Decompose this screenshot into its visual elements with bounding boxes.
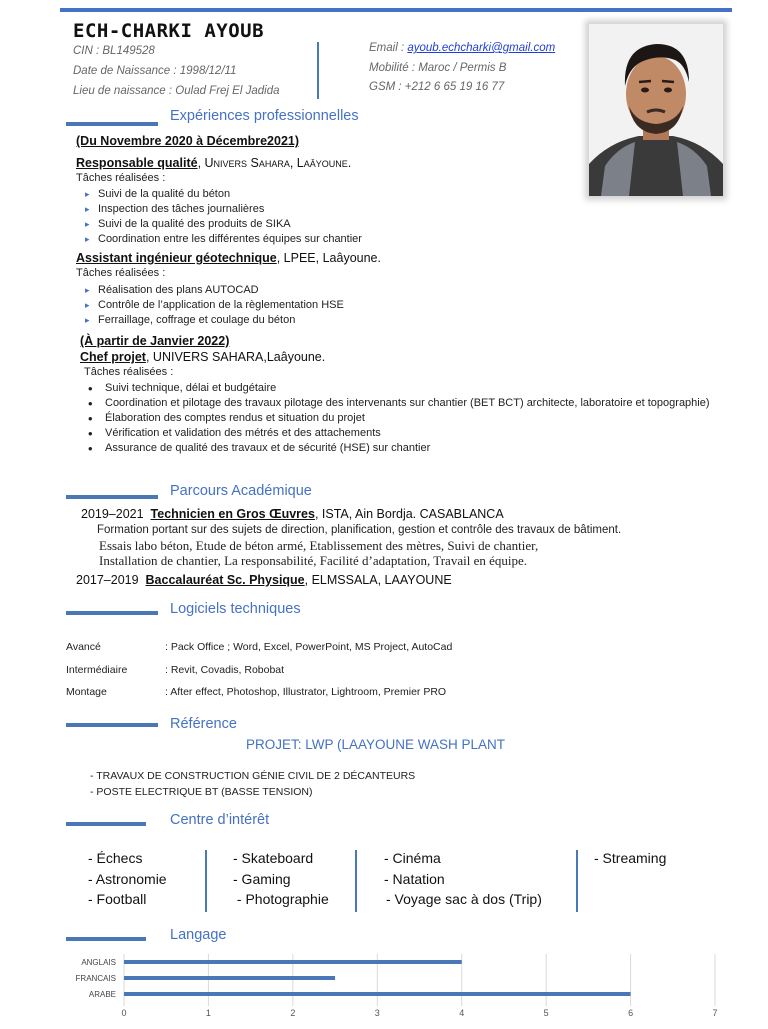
interest-item: - Photographie [233,891,329,907]
candidate-name: ECH-CHARKI AYOUB [73,20,265,42]
interest-item: - Football [88,891,147,907]
interest-item: - Astronomie [88,871,167,887]
email-label: Email : [369,42,408,54]
interest-item: - Échecs [88,850,143,866]
job-3-org: , UNIVERS SAHARA,Laâyoune. [145,350,326,364]
section-bar [66,611,158,615]
tick-label: 7 [712,1008,718,1018]
category-label: FRANCAIS [75,974,116,983]
list-item: • Suivi technique, délai et budgétaire [80,381,710,396]
column-divider [355,850,357,912]
interest-item: - Natation [384,871,445,887]
section-bar [66,122,158,126]
interest-item: - Gaming [233,871,291,887]
birth-date: Date de Naissance : 1998/12/11 [73,65,237,77]
list-item: ▸ Contrôle de l’application de la règlementation HSE [76,298,344,313]
job-2-tasks [76,283,344,328]
tick-label: 5 [543,1008,549,1018]
tick-label: 6 [628,1008,634,1018]
column-divider [576,850,578,912]
experience-title: Expériences professionnelles [170,108,359,124]
list-item: • Vérification et validation des métrés et des attachements [80,426,710,441]
reference-item: - POSTE ELECTRIQUE BT (BASSE TENSION) [90,786,313,798]
mobility: Mobilité : Maroc / Permis B [369,62,507,74]
portrait-image [589,24,723,196]
list-item: ▸ Réalisation des plans AUTOCAD [76,283,344,298]
software-tools: : After effect, Photoshop, Illustrator, Lightroom, Premier PRO [165,686,447,698]
interest-item: - Voyage sac à dos (Trip) [386,891,542,907]
bar [124,992,631,996]
period-2: (À partir de Janvier 2022) [80,334,230,348]
interests-title: Centre d’intérêt [170,812,270,828]
gsm: GSM : +212 6 65 19 16 77 [369,81,505,93]
tick-label: 1 [205,1008,211,1018]
job-1-org: , Univers Sahara, Laâyoune. [197,156,352,170]
list-item: • Assurance de qualité des travaux et de sécurité (HSE) sur chantier [80,441,710,456]
software-level: Montage [66,686,107,698]
tasks-label: Tâches réalisées : [76,172,166,184]
bar [124,960,462,964]
section-bar [66,822,146,826]
languages-title: Langage [170,927,227,943]
profile-photo [589,24,723,196]
degree-2-years: 2017–2019 [76,573,139,587]
education-title: Parcours Académique [170,483,312,499]
degree-1 [81,507,504,521]
job-1-tasks [76,187,362,247]
job-3-tasks [80,381,710,456]
degree-1-title: Technicien en Gros Œuvres [150,507,315,521]
list-item: ▸ Suivi de la qualité du béton [76,187,362,202]
tick-label: 2 [290,1008,296,1018]
section-bar [66,937,146,941]
software-title: Logiciels techniques [170,601,301,617]
job-1-role: Responsable qualité [76,156,198,170]
list-item: ▸ Suivi de la qualité des produits de SIKA [76,217,362,232]
email-line [369,42,555,54]
bar [124,976,335,980]
period-1: (Du Novembre 2020 à Décembre2021) [76,134,300,148]
degree-1-school: , ISTA, Ain Bordja. CASABLANCA [314,507,504,521]
software-tools: : Revit, Covadis, Robobat [165,664,285,676]
section-bar [66,495,158,499]
job-3-role: Chef projet [80,350,146,364]
degree-1-desc-3: Installation de chantier, La responsabilité, Facilité d’adaptation, Travail en équipe. [99,553,527,568]
degree-2-title: Baccalauréat Sc. Physique [145,573,305,587]
software-level: Intermédiaire [66,664,128,676]
language-chart [60,950,760,1024]
degree-1-years: 2019–2021 [81,507,144,521]
language-bar-chart [60,950,760,1024]
job-2 [76,251,381,265]
software-level: Avancé [66,641,101,653]
job-1 [76,156,351,170]
list-item: ▸ Ferraillage, coffrage et coulage du béton [76,313,344,328]
interest-item: - Skateboard [233,850,314,866]
reference-title: Référence [170,716,237,732]
cin: CIN : BL149528 [73,45,155,57]
tick-label: 4 [459,1008,465,1018]
degree-1-desc-2: Essais labo béton, Etude de béton armé, Etablissement des mètres, Suivi de chantier, [99,538,539,553]
list-item: ▸ Inspection des tâches journalières [76,202,362,217]
category-label: ARABE [88,990,116,999]
list-item: • Coordination et pilotage des travaux pilotage des intervenants sur chantier (BET BCT) architecte, laboratoire et topographie) [80,396,710,411]
tasks-label: Tâches réalisées : [76,267,166,279]
tasks-label-2: Tâches réalisées : [84,366,174,378]
interest-item: - Cinéma [384,850,441,866]
interest-item: - Streaming [594,850,667,866]
degree-1-desc: Formation portant sur des sujets de direction, planification, gestion et contrôle des travaux de bâtiment. [97,524,622,536]
software-tools: : Pack Office ; Word, Excel, PowerPoint, MS Project, AutoCad [165,641,453,653]
birth-place: Lieu de naissance : Oulad Frej El Jadida [73,85,280,97]
category-label: ANGLAIS [81,958,116,967]
degree-2-school: , ELMSSALA, LAAYOUNE [304,573,452,587]
job-3 [80,350,325,364]
email-link[interactable]: ayoub.echcharki@gmail.com [407,42,556,54]
job-2-org: , LPEE, Laâyoune. [276,251,381,265]
tick-label: 0 [121,1008,127,1018]
job-2-role: Assistant ingénieur géotechnique [76,251,277,265]
reference-project: PROJET: LWP (LAAYOUNE WASH PLANT [246,737,506,752]
top-rule [60,8,732,12]
header-divider [317,42,319,99]
column-divider [205,850,207,912]
section-bar [66,723,158,727]
reference-item: - TRAVAUX DE CONSTRUCTION GÉNIE CIVIL DE 2 DÉCANTEURS [90,770,416,782]
list-item: ▸ Coordination entre les différentes équipes sur chantier [76,232,362,247]
degree-2 [76,573,452,587]
tick-label: 3 [374,1008,380,1018]
list-item: • Élaboration des comptes rendus et situation du projet [80,411,710,426]
